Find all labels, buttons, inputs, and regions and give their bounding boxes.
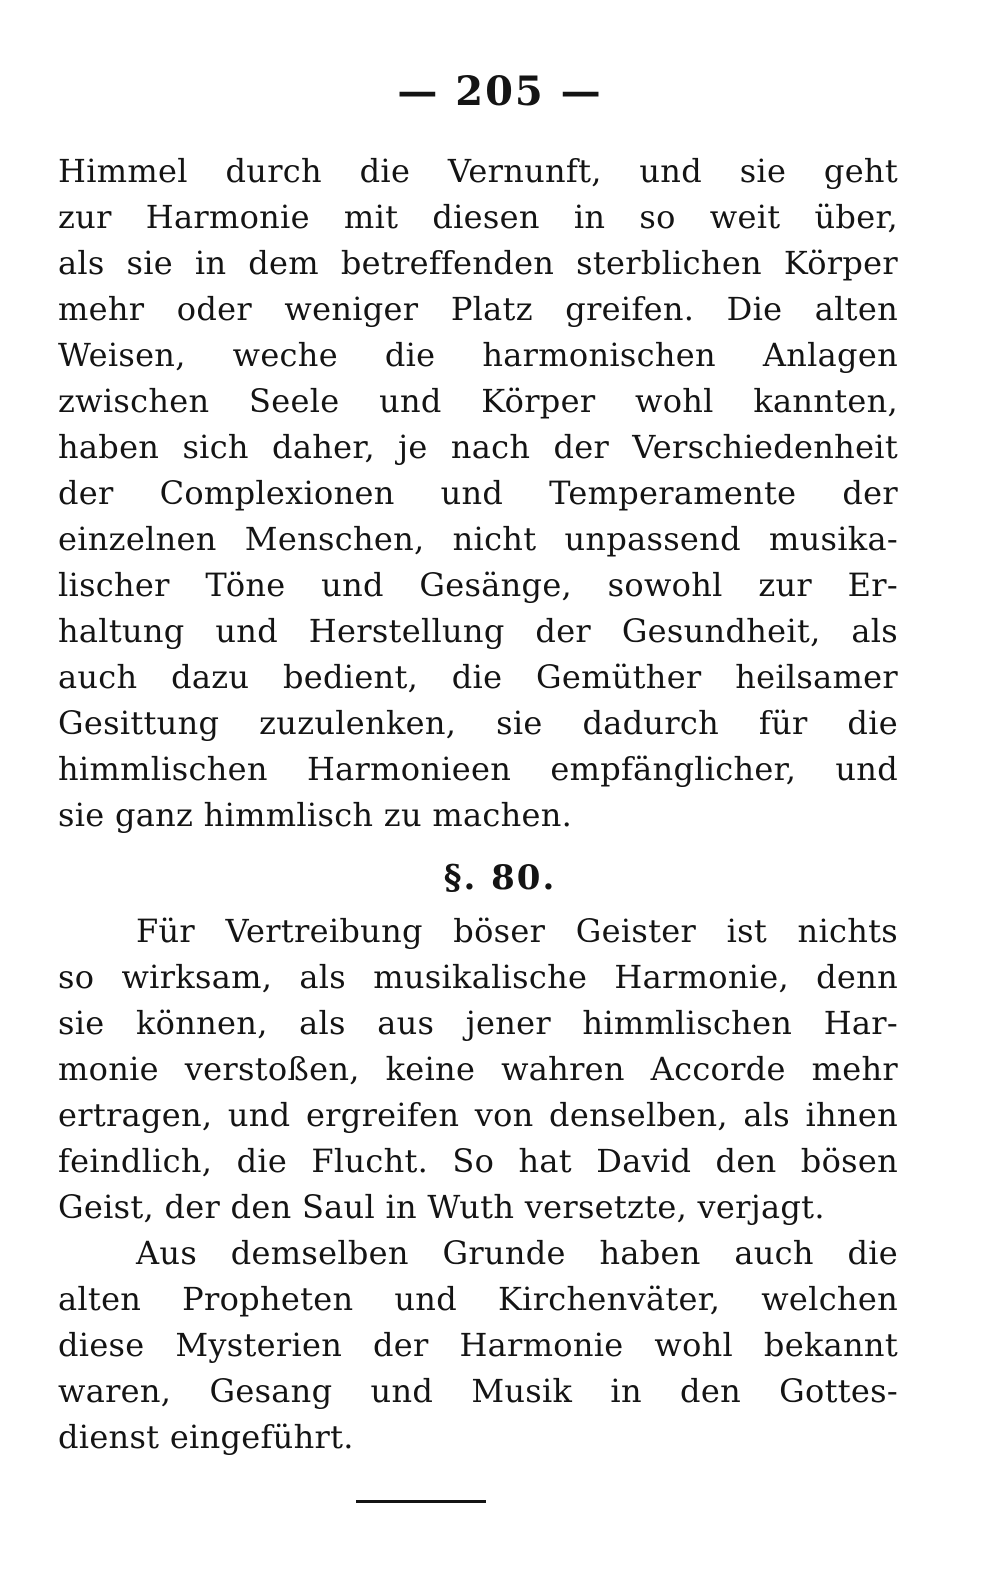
- page-number: — 205 —: [397, 68, 603, 115]
- text-line: einzelnen Menschen, nicht unpassend musika-: [58, 520, 898, 558]
- text-line: sie können, als aus jener himmlischen Har-: [58, 1004, 898, 1042]
- section-body: [58, 908, 898, 1460]
- text-line: feindlich, die Flucht. So hat David den bösen: [58, 1142, 898, 1180]
- text-line: alten Propheten und Kirchenväter, welchen: [58, 1280, 898, 1318]
- text-line: monie verstoßen, keine wahren Accorde mehr: [58, 1050, 898, 1088]
- text-line: haben sich daher, je nach der Verschiedenheit: [58, 428, 898, 466]
- text-line: Für Vertreibung böser Geister ist nichts: [136, 912, 898, 950]
- text-line: der Complexionen und Temperamente der: [58, 474, 898, 512]
- text-line: Himmel durch die Vernunft, und sie geht: [58, 152, 898, 190]
- text-line: sie ganz himmlisch zu machen.: [58, 796, 573, 834]
- text-line: zwischen Seele und Körper wohl kannten,: [58, 382, 898, 420]
- text-line: diese Mysterien der Harmonie wohl bekannt: [58, 1326, 898, 1364]
- text-line: als sie in dem betreffenden sterblichen Körper: [58, 244, 898, 282]
- text-line: waren, Gesang und Musik in den Gottes-: [58, 1372, 898, 1410]
- text-line: Aus demselben Grunde haben auch die: [136, 1234, 898, 1272]
- end-rule: [356, 1500, 486, 1503]
- text-line: Geist, der den Saul in Wuth versetzte, verjagt.: [58, 1188, 825, 1226]
- text-line: Gesittung zuzulenken, sie dadurch für die: [58, 704, 898, 742]
- section-heading: §. 80.: [443, 858, 557, 898]
- text-line: so wirksam, als musikalische Harmonie, denn: [58, 958, 898, 996]
- text-line: lischer Töne und Gesänge, sowohl zur Er-: [58, 566, 898, 604]
- paragraph-continued: [58, 148, 898, 838]
- text-line: himmlischen Harmonieen empfänglicher, und: [58, 750, 898, 788]
- text-line: ertragen, und ergreifen von denselben, als ihnen: [58, 1096, 898, 1134]
- text-line: haltung und Herstellung der Gesundheit, als: [58, 612, 898, 650]
- text-line: mehr oder weniger Platz greifen. Die alten: [58, 290, 898, 328]
- text-line: dienst eingeführt.: [58, 1418, 354, 1456]
- text-line: zur Harmonie mit diesen in so weit über,: [58, 198, 898, 236]
- text-line: Weisen, weche die harmonischen Anlagen: [58, 336, 898, 374]
- text-line: auch dazu bedient, die Gemüther heilsamer: [58, 658, 898, 696]
